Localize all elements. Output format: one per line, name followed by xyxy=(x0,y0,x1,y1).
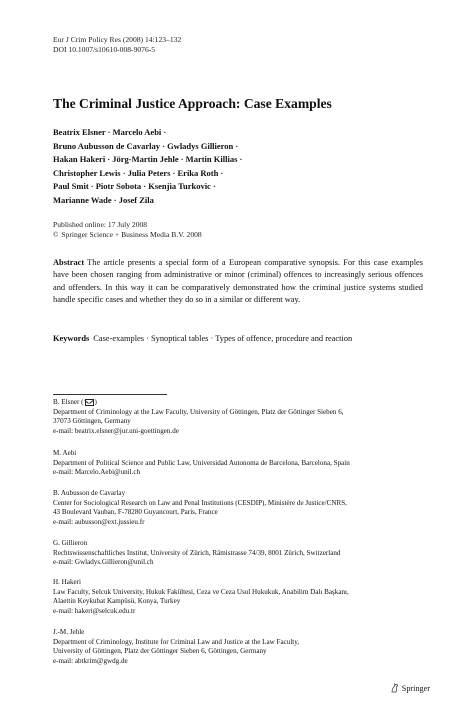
journal-header xyxy=(53,35,181,55)
affiliation-line: University of Göttingen, Platz der Göttinger Sieben 6, Göttingen, Germany xyxy=(53,647,267,656)
publisher-footer xyxy=(390,683,430,693)
journal-doi: DOI 10.1007/s10610-008-9076-5 xyxy=(53,45,156,54)
article-title: The Criminal Justice Approach: Case Examples xyxy=(53,96,332,111)
author-line: Christopher Lewis · Julia Peters · Erika Roth · xyxy=(53,167,224,178)
affiliation-email: e-mail: hakeri@selcuk.edu.tr xyxy=(53,606,136,615)
author-line: Beatrix Elsner · Marcelo Aebi · xyxy=(53,127,167,137)
journal-citation: Eur J Crim Policy Res (2008) 14:123–132 xyxy=(53,35,182,44)
keywords-heading: Keywords xyxy=(53,334,90,343)
published-online: Published online: 17 July 2008 xyxy=(53,220,148,229)
affiliation-block xyxy=(53,578,433,616)
envelope-icon xyxy=(85,399,94,406)
keywords-text: Case-examples · Synoptical tables · Types of offence, procedure and reaction xyxy=(93,334,353,343)
affiliation-line: Center for Sociological Research on Law and Penal Institutions (CESDIP), Ministère de Justice/CNRS, xyxy=(53,498,347,507)
affiliation-line: 37073 Göttingen, Germany xyxy=(53,417,131,426)
affiliation-line: Department of Criminology, Institute for Criminal Law and Justice at the Law Faculty, xyxy=(53,637,300,646)
affiliation-block xyxy=(53,539,433,568)
affiliation-author: M. Aebi xyxy=(53,449,77,457)
affiliation-author: H. Hakeri xyxy=(53,578,81,586)
abstract-text: The article presents a special form of a European comparative synopsis. For this case examples have been chosen ranging from administrative or minor (criminal) offences to increasingly serious offences and offenders. In this way it can be comparatively demonstrated how the criminal justice systems studied handle specific cases and whether they do so in a similar or different way. xyxy=(53,258,423,305)
affiliation-author: B. Aubusson de Cavarlay xyxy=(53,489,126,497)
affiliation-email: e-mail: Gwladys.Gillieron@unil.ch xyxy=(53,558,154,567)
abstract-heading: Abstract xyxy=(53,258,85,267)
affiliation-line: Law Faculty, Selcuk University, Hukuk Fakültesi, Ceza ve Ceza Usul Hukukuk, Anabilim Dalı Başkanı, xyxy=(53,587,349,596)
affiliation-block xyxy=(53,489,433,527)
author-line: Paul Smit · Piotr Sobota · Ksenjia Turkovic · xyxy=(53,181,216,191)
copyright-line xyxy=(53,230,202,240)
affiliation-author: J.-M. Jehle xyxy=(53,628,85,636)
copyright-text: Springer Science + Business Media B.V. 2008 xyxy=(61,230,202,239)
affiliation-email: e-mail: abtkrim@gwdg.de xyxy=(53,656,128,665)
affiliation-email: e-mail: Marcelo.Aebi@unil.ch xyxy=(53,468,141,477)
affiliation-line: Alaettin Keykubat Kampüsü, Konya, Turkey xyxy=(53,597,181,606)
author-line: Marianne Wade · Josef Zila xyxy=(53,194,154,205)
author-line: Hakan Hakeri · Jörg-Martin Jehle · Martin Killias · xyxy=(53,154,243,164)
affiliation-email: e-mail: beatrix.elsner@jur.uni-goettingen.de xyxy=(53,426,179,435)
affiliation-block xyxy=(53,449,433,478)
keywords xyxy=(53,333,425,345)
author-line: Bruno Aubusson de Cavarlay · Gwladys Gillieron · xyxy=(53,140,239,151)
affiliation-line: 43 Boulevard Vauban, F-78280 Guyancourt, Paris, France xyxy=(53,508,218,517)
publication-info xyxy=(53,220,202,240)
affiliation-author: B. Elsner ( ) xyxy=(53,398,97,406)
affiliation-email: e-mail: aubusson@ext.jussieu.fr xyxy=(53,517,145,526)
abstract xyxy=(53,257,423,307)
publisher-name: Springer xyxy=(401,683,430,693)
affiliation-block xyxy=(53,398,433,436)
affiliation-block xyxy=(53,628,433,666)
affiliation-author: G. Gillieron xyxy=(53,539,88,547)
footnote-divider xyxy=(53,394,167,395)
author-list xyxy=(53,126,242,207)
copyright-icon: © xyxy=(53,231,59,239)
affiliation-line: Rechtswissenschaftliches Institut, University of Zürich, Rämistrasse 74/39, 8001 Zürich, Switzerland xyxy=(53,548,341,557)
affiliation-line: Department of Criminology at the Law Faculty, University of Göttingen, Platz der Göttinger Sieben 6, xyxy=(53,407,344,416)
springer-horse-icon xyxy=(390,683,400,693)
affiliation-line: Department of Political Science and Public Law, Universidad Autonoma de Barcelona, Barcelona, Spain xyxy=(53,458,350,467)
